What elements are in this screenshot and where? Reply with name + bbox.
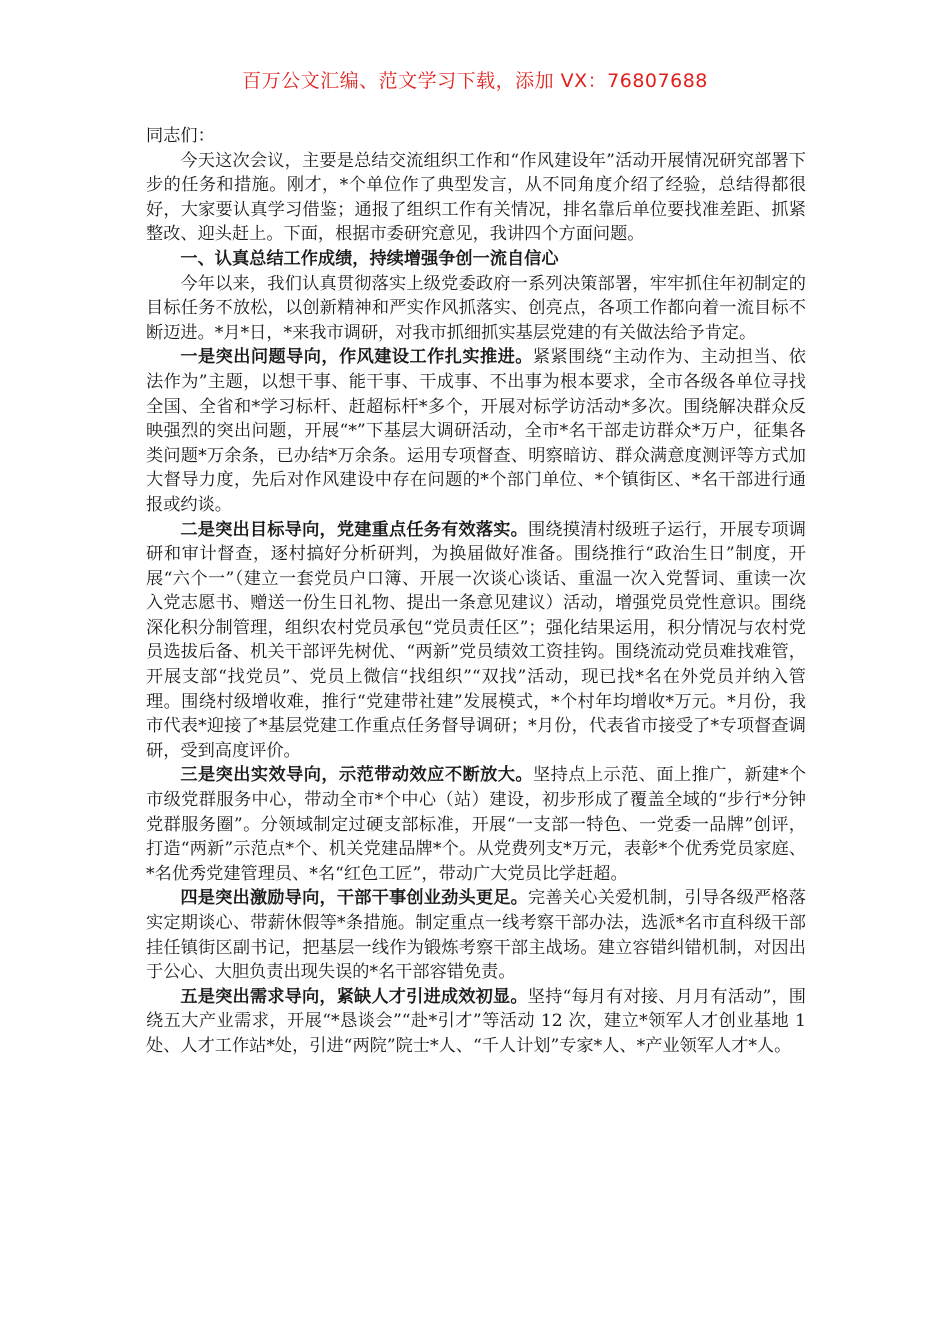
point-lead: 二是突出目标导向，党建重点任务有效落实。 bbox=[180, 519, 529, 540]
intro-paragraph: 今天这次会议，主要是总结交流组织工作和“作风建设年”活动开展情况研究部署下步的任务和措施。刚才，*个单位作了典型发言，从不同角度介绍了经验，总结得都很好，大家要认真学习借鉴；通报了组织工作有关情况，排名靠后单位要找准差距、抓紧整改、迎头赶上。下面，根据市委研究意见，我讲四个方面问题。 bbox=[146, 150, 806, 245]
point-paragraph bbox=[146, 985, 806, 1059]
point-body: 坚持点上示范、面上推广，新建*个市级党群服务中心，带动全市*个中心（站）建设，初步形成了覆盖全域的“步行*分钟党群服务圈”。分领域制定过硬支部标准，开展“一支部一特色、一党委一品牌”创评，打造“两新”示范点*个、机关党建品牌*个。从党费列支*万元，表彰*个优秀党员家庭、*名优秀党建管理员、*名“红色工匠”，带动广大党员比学赶超。 bbox=[146, 765, 806, 884]
point-lead: 一是突出问题导向，作风建设工作扎实推进。 bbox=[180, 347, 533, 368]
point-paragraph bbox=[146, 518, 806, 764]
document-body bbox=[146, 124, 806, 1059]
watermark-header: 百万公文汇编、范文学习下载，添加 VX：76807688 bbox=[242, 70, 708, 92]
point-body: 坚持“每月有对接、月月有活动”，围绕五大产业需求，开展“*恳谈会”“赴*引才”等活动 12 次，建立*领军人才创业基地 1 处、人才工作站*处，引进“两院”院士*人、“千人计划”专家*人、*产业领军人才*人。 bbox=[146, 986, 806, 1056]
point-lead: 四是突出激励导向，干部干事创业劲头更足。 bbox=[180, 888, 529, 909]
point-paragraph bbox=[146, 345, 806, 517]
point-paragraph bbox=[146, 763, 806, 886]
point-body: 完善关心关爱机制，引导各级严格落实定期谈心、带薪休假等*条措施。制定重点一线考察干部办法，选派*名市直科级干部挂任镇街区副书记，把基层一线作为锻炼考察干部主战场。建立容错纠错机制，对因出于公心、大胆负责出现失误的*名干部容错免责。 bbox=[146, 888, 806, 983]
point-lead: 五是突出需求导向，紧缺人才引进成效初显。 bbox=[180, 986, 528, 1007]
point-paragraph bbox=[146, 886, 806, 984]
point-body: 围绕摸清村级班子运行，开展专项调研和审计督查，逐村搞好分析研判，为换届做好准备。围绕推行“政治生日”制度，开展“六个一”（建立一套党员户口簿、开展一次谈心谈话、重温一次入党誓词、重读一次入党志愿书、赠送一份生日礼物、提出一条意见建议）活动，增强党员党性意识。围绕深化积分制管理，组织农村党员承包“党员责任区”；强化结果运用，积分情况与农村党员选拔后备、机关干部评先树优、“两新”党员绩效工资挂钩。围绕流动党员难找难管，开展支部“找党员”、党员上微信“找组织”“双找”活动，现已找*名在外党员并纳入管理。围绕村级增收难，推行“党建带社建”发展模式，*个村年均增收*万元。*月份，我市代表*迎接了*基层党建工作重点任务督导调研；*月份，代表省市接受了*专项督查调研，受到高度评价。 bbox=[146, 519, 806, 761]
section-heading: 一、认真总结工作成绩，持续增强争创一流自信心 bbox=[180, 248, 559, 269]
point-lead: 三是突出实效导向，示范带动效应不断放大。 bbox=[180, 765, 533, 786]
point-body: 紧紧围绕“主动作为、主动担当、依法作为”主题，以想干事、能干事、干成事、不出事为根本要求，全市各级各单位寻找全国、全省和*学习标杆、赶超标杆*多个，开展对标学访活动*多次。围绕解决群众反映强烈的突出问题，开展“*”下基层大调研活动，全市*名干部走访群众*万户，征集各类问题*万余条，已办结*万余条。运用专项督查、明察暗访、群众满意度测评等方式加大督导力度，先后对作风建设中存在问题的*个部门单位、*个镇街区、*名干部进行通报或约谈。 bbox=[146, 347, 806, 515]
section-intro-paragraph: 今年以来，我们认真贯彻落实上级党委政府一系列决策部署，牢牢抓住年初制定的目标任务不放松，以创新精神和严实作风抓落实、创亮点，各项工作都向着一流目标不断迈进。*月*日，*来我市调研，对我市抓细抓实基层党建的有关做法给予肯定。 bbox=[146, 273, 806, 343]
salutation: 同志们： bbox=[146, 126, 215, 146]
